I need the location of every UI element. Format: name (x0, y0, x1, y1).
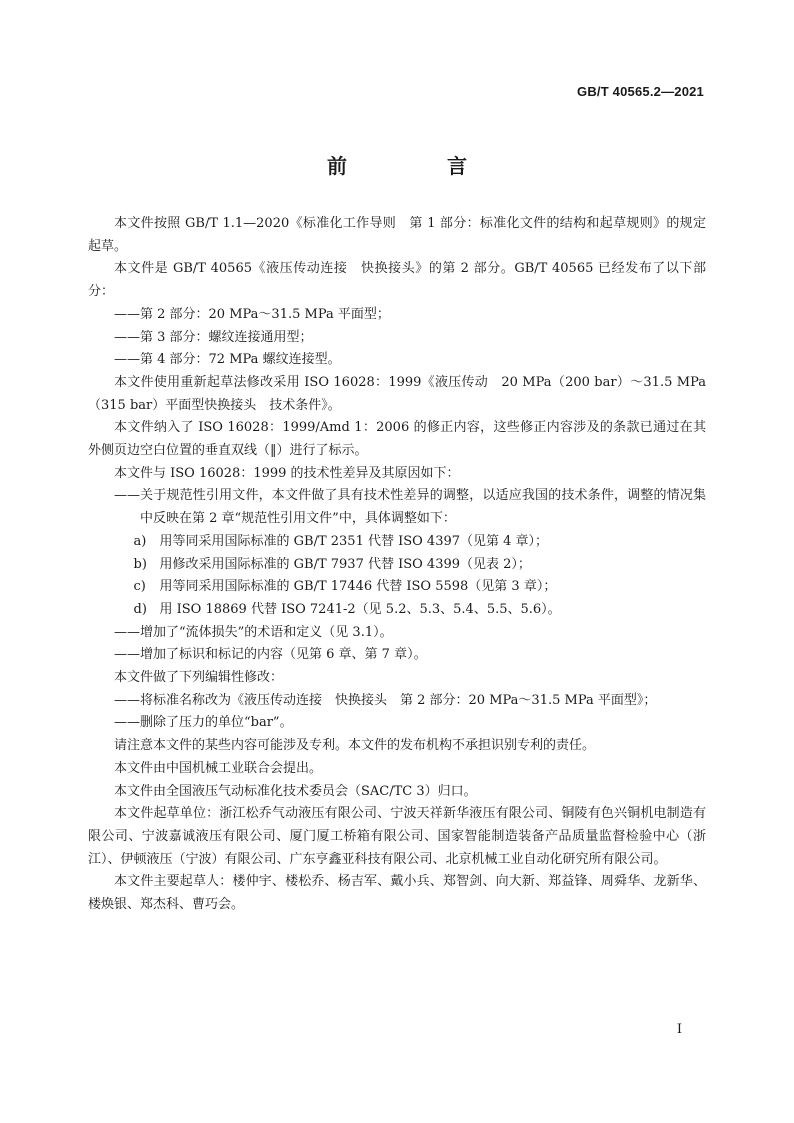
paragraph: 本文件由中国机械工业联合会提出。 (114, 760, 323, 776)
sub-list-label: a) (133, 533, 147, 549)
paragraph: 本文件是 GB/T 40565《液压传动连接 快换接头》的第 2 部分。GB/T 40565 已经发布了以下部分： (88, 261, 706, 300)
paragraph: 本文件与 ISO 16028：1999 的技术性差异及其原因如下： (114, 465, 460, 481)
sub-list-label: b) (133, 556, 147, 572)
dash-list-item: ——增加了“流体损失”的术语和定义（见 3.1）。 (114, 624, 393, 640)
dash-list-item: ——第 4 部分：72 MPa 螺纹连接型。 (114, 352, 341, 368)
dash-list-item: ——第 2 部分：20 MPa～31.5 MPa 平面型； (114, 306, 390, 322)
paragraph: 请注意本文件的某些内容可能涉及专利。本文件的发布机构不承担识别专利的责任。 (114, 738, 596, 754)
sub-list-label: c) (133, 579, 146, 595)
dash-list-item: ——增加了标识和标记的内容（见第 6 章、第 7 章）。 (114, 647, 427, 663)
dash-list-item: ——将标准名称改为《液压传动连接 快换接头 第 2 部分：20 MPa～31.5 MPa 平面型》； (114, 692, 657, 708)
paragraph: 本文件由全国液压气动标准化技术委员会（SAC/TC 3）归口。 (114, 783, 477, 799)
sub-list-item (88, 554, 706, 577)
sub-list-text: 用等同采用国际标准的 GB/T 2351 代替 ISO 4397（见第 4 章）； (159, 533, 549, 549)
sub-list-text: 用等同采用国际标准的 GB/T 17446 代替 ISO 5598（见第 3 章）； (159, 579, 557, 595)
sub-list-text: 用 ISO 18869 代替 ISO 7241-2（见 5.2、5.3、5.4、5.5、5.6）。 (159, 601, 561, 617)
dash-list-item: ——关于规范性引用文件，本文件做了具有技术性差异的调整，以适应我国的技术条件，调整的情况集中反映在第 2 章“规范性引用文件”中，具体调整如下： (114, 488, 706, 527)
sub-list-item (88, 599, 706, 622)
dash-list-item: ——第 3 部分：螺纹连接通用型； (114, 329, 313, 345)
paragraph: 本文件使用重新起草法修改采用 ISO 16028：1999《液压传动 20 MPa（200 bar）～31.5 MPa（315 bar）平面型快换接头 技术条件》。 (88, 374, 706, 413)
paragraph: 本文件按照 GB/T 1.1—2020《标准化工作导则 第 1 部分：标准化文件的结构和起草规则》的规定起草。 (88, 216, 706, 254)
paragraph: 本文件起草单位：浙江松乔气动液压有限公司、宁波天祥新华液压有限公司、铜陵有色兴铜机电制造有限公司、宁波嘉诚液压有限公司、厦门厦工桥箱有限公司、国家智能制造装备产品质量监督检验中心（浙江）、伊顿液压（宁波）有限公司、广东亨鑫亚科技有限公司、北京机械工业自动化研究所有限公司。 (88, 806, 706, 867)
sub-list-item (88, 576, 706, 599)
page-title: 前 言 (327, 154, 507, 178)
document-body (88, 213, 706, 917)
paragraph: 本文件主要起草人：楼仲宇、楼松乔、杨吉军、戴小兵、郑智剑、向大新、郑益锋、周舜华、龙新华、楼焕银、郑杰科、曹巧会。 (88, 874, 706, 913)
sub-list-label: d) (133, 601, 147, 617)
sub-list-item (88, 531, 706, 554)
document-code: GB/T 40565.2—2021 (577, 84, 704, 99)
sub-list-text: 用修改采用国际标准的 GB/T 7937 代替 ISO 4399（见表 2）； (159, 556, 531, 572)
page-number: I (676, 1022, 682, 1037)
paragraph: 本文件做了下列编辑性修改： (114, 670, 284, 686)
dash-list-item: ——删除了压力的单位“bar”。 (114, 715, 293, 731)
paragraph: 本文件纳入了 ISO 16028：1999/Amd 1：2006 的修正内容，这些修正内容涉及的条款已通过在其外侧页边空白位置的垂直双线（‖）进行了标示。 (88, 420, 706, 459)
